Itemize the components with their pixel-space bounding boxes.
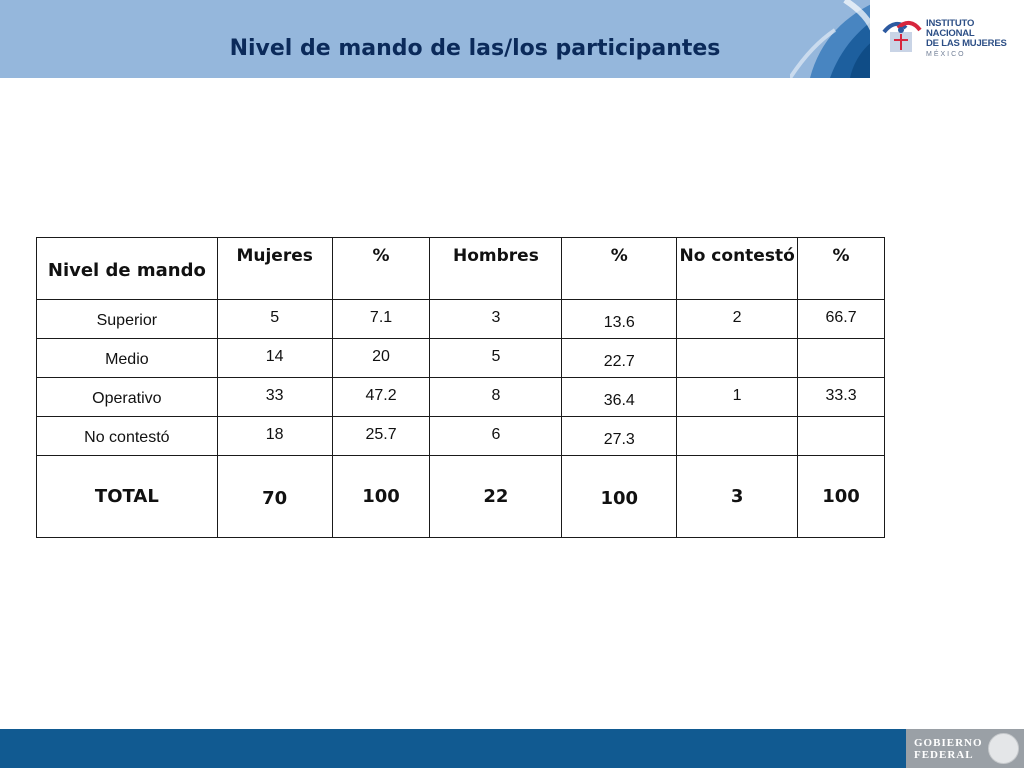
footer-bar <box>0 729 1024 768</box>
table-row <box>37 417 885 456</box>
total-cell: 70 <box>217 456 332 538</box>
logo-line-3: MÉXICO <box>926 51 966 58</box>
table-cell: 6 <box>430 417 562 456</box>
inmujeres-logo <box>870 0 1024 78</box>
total-cell: 3 <box>677 456 798 538</box>
total-cell: 100 <box>332 456 430 538</box>
table-cell <box>798 339 885 378</box>
table-row <box>37 378 885 417</box>
column-header: Hombres <box>430 238 562 300</box>
table-cell: 8 <box>430 378 562 417</box>
table-cell: 1 <box>677 378 798 417</box>
table-total-row <box>37 456 885 538</box>
column-header: Mujeres <box>217 238 332 300</box>
column-header: No contestó <box>677 238 798 300</box>
table-cell <box>677 417 798 456</box>
table-row <box>37 300 885 339</box>
data-table <box>36 237 885 538</box>
table-cell <box>677 339 798 378</box>
table-cell: 3 <box>430 300 562 339</box>
table-cell: 7.1 <box>332 300 430 339</box>
table-cell: 22.7 <box>562 339 677 378</box>
row-label: Superior <box>37 300 218 339</box>
gobierno-federal-text <box>914 737 983 761</box>
logo-line-1: INSTITUTO NACIONAL <box>926 18 975 39</box>
table-cell <box>798 417 885 456</box>
table-header-row <box>37 238 885 300</box>
gobierno-federal-logo <box>906 729 1024 768</box>
table-cell: 25.7 <box>332 417 430 456</box>
row-label: Operativo <box>37 378 218 417</box>
total-cell: 100 <box>798 456 885 538</box>
gob-line-2: FEDERAL <box>914 749 974 761</box>
column-header: Nivel de mando <box>37 238 218 300</box>
table-cell: 2 <box>677 300 798 339</box>
inmujeres-emblem-icon <box>880 18 922 56</box>
total-label: TOTAL <box>37 456 218 538</box>
table-row <box>37 339 885 378</box>
page-title: Nivel de mando de las/los participantes <box>229 36 721 61</box>
table-cell: 5 <box>430 339 562 378</box>
column-header: % <box>798 238 885 300</box>
table-cell: 33.3 <box>798 378 885 417</box>
column-header: % <box>332 238 430 300</box>
row-label: No contestó <box>37 417 218 456</box>
table-cell: 14 <box>217 339 332 378</box>
table-cell: 20 <box>332 339 430 378</box>
table-cell: 33 <box>217 378 332 417</box>
table-cell: 36.4 <box>562 378 677 417</box>
table-cell: 27.3 <box>562 417 677 456</box>
logo-text <box>926 19 1024 60</box>
header-bar <box>0 0 1024 78</box>
gob-line-1: GOBIERNO <box>914 737 983 749</box>
table-cell: 13.6 <box>562 300 677 339</box>
total-cell: 22 <box>430 456 562 538</box>
table-cell: 18 <box>217 417 332 456</box>
table-cell: 5 <box>217 300 332 339</box>
national-seal-icon <box>988 733 1019 764</box>
row-label: Medio <box>37 339 218 378</box>
logo-line-2: DE LAS MUJERES <box>926 38 1007 49</box>
total-cell: 100 <box>562 456 677 538</box>
column-header: % <box>562 238 677 300</box>
table-cell: 66.7 <box>798 300 885 339</box>
table-cell: 47.2 <box>332 378 430 417</box>
